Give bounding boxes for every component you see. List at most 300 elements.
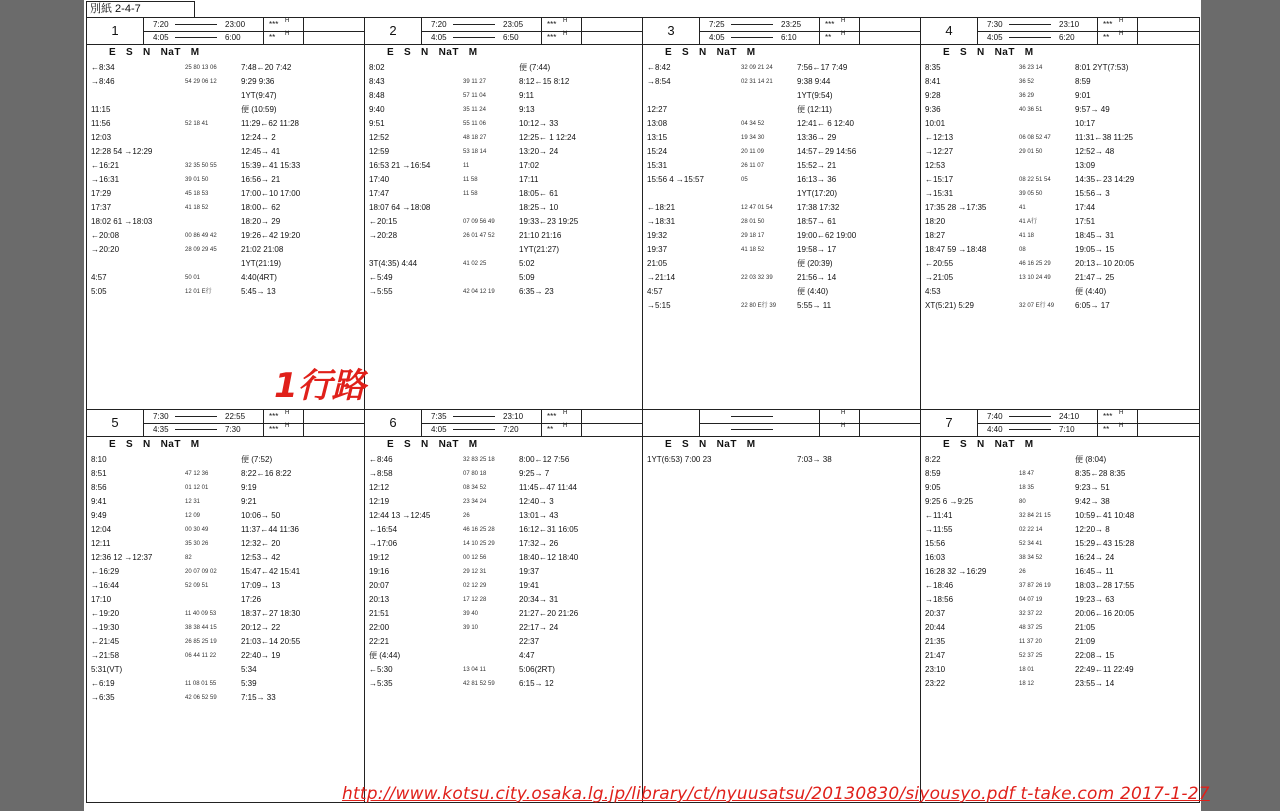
row-codes: 26 01 47 52 [463,233,495,239]
row-right: 11:31←38 11:25 [1075,133,1133,142]
timetable-row [925,622,1195,636]
row-right: 8:35←28 8:35 [1075,469,1126,478]
row-codes: 41 18 52 [741,247,765,253]
timetable-row [369,566,639,580]
row-right: 17:00←10 17:00 [241,189,301,198]
mark-suffix: H [1119,18,1124,24]
row-left: ←5:30 [369,665,393,674]
row-left: 8:56 [91,483,107,492]
row-codes: 32 84 21 15 [1019,513,1051,519]
route-label: 1行路 [274,366,366,406]
time-line [731,24,773,25]
column-header: E S N NaT M [665,47,756,58]
timetable-rows [925,62,1195,410]
timetable-row [647,104,917,118]
row-right: 1YT(9:47) [241,91,277,100]
time-line [731,416,773,417]
header-time-row [977,31,1199,44]
row-left: 21:05 [647,259,668,268]
row-right: 便 (7:52) [241,455,273,464]
divider [303,31,304,44]
row-right: 9:42→ 38 [1075,497,1110,506]
end-time: 23:10 [503,412,524,421]
row-left: 22:00 [369,623,390,632]
row-codes: 38 38 44 15 [185,625,217,631]
header-time-row [143,410,365,424]
start-time: 4:05 [709,33,725,42]
timetable-row [925,678,1195,692]
row-codes: 26 85 25 19 [185,639,217,645]
row-left: 15:31 [647,161,668,170]
row-right: 18:03←28 17:55 [1075,581,1135,590]
timetable-row [91,608,361,622]
row-right: 17:44 [1075,203,1096,212]
row-right: 8:00←12 7:56 [519,455,570,464]
row-left: 18:07 64 →18:08 [369,203,431,212]
row-left: ←6:19 [91,679,115,688]
row-left: 12:59 [369,147,390,156]
row-left: 10:01 [925,119,946,128]
row-codes: 32 83 25 18 [463,457,495,463]
row-right: 19:00←62 19:00 [797,231,857,240]
row-right: 19:33←23 19:25 [519,217,579,226]
panel-number: 7 [921,410,978,436]
row-left: 9:41 [91,497,107,506]
row-left: ←8:46 [369,455,393,464]
timetable-row [91,454,361,468]
start-time: 7:40 [987,412,1003,421]
timetable-row [91,286,361,300]
timetable-row [369,118,639,132]
row-right: 12:41← 6 12:40 [797,119,854,128]
time-line [731,429,773,430]
row-left: ←16:54 [369,525,398,534]
timetable-row [925,118,1195,132]
row-left: 18:27 [925,231,946,240]
row-codes: 39 11 27 [463,79,486,85]
row-right: 1YT(17:20) [797,189,838,198]
row-left: 8:10 [91,455,107,464]
timetable-row [369,650,639,664]
timetable-row [91,566,361,580]
row-left: 20:07 [369,581,390,590]
timetable-row [91,90,361,104]
timetable-row [647,202,917,216]
divider [819,423,820,436]
row-left: ←18:46 [925,581,954,590]
column-header: E S N NaT M [109,47,200,58]
timetable-row [369,678,639,692]
row-right: 1YT(21:27) [519,245,560,254]
column-header: E S N NaT M [387,47,478,58]
row-left: 23:10 [925,665,946,674]
header-time-row [143,423,365,436]
end-time: 7:10 [1059,425,1075,434]
row-right: 便 (4:40) [1075,287,1107,296]
row-left: ←19:20 [91,609,120,618]
timetable-row [91,678,361,692]
row-right: 21:10 21:16 [519,231,562,240]
mark: ** [547,425,554,434]
start-time: 7:20 [431,20,447,29]
row-left: 4:57 [91,273,107,282]
mark-suffix: H [563,423,568,429]
timetable-row [369,636,639,650]
timetable-row [91,230,361,244]
timetable-rows [369,454,639,802]
row-right: 12:40→ 3 [519,497,554,506]
row-left: →8:58 [369,469,393,478]
timetable-row [925,482,1195,496]
shift-panel [364,17,644,411]
row-codes: 32 07 E行 49 [1019,303,1055,309]
row-right: 10:17 [1075,119,1096,128]
end-time: 7:20 [503,425,519,434]
row-codes: 22 80 E行 39 [741,303,777,309]
row-right: 16:13→ 36 [797,175,837,184]
header-time-row [699,423,921,436]
divider [859,423,860,436]
divider [819,18,820,31]
source-url-link[interactable]: http://www.kotsu.city.osaka.lg.jp/library/ct/nyuusatsu/20130830/siyousyo.pdf t-take.com 2017-1-27 [342,784,1210,804]
row-right: 12:32← 20 [241,539,281,548]
row-codes: 42 04 12 19 [463,289,495,295]
timetable-row [925,216,1195,230]
shift-panel [642,409,922,803]
row-codes: 18 01 [1019,667,1035,673]
row-left: →19:30 [91,623,120,632]
row-right: 15:47←42 15:41 [241,567,301,576]
row-right: 23:55→ 14 [1075,679,1115,688]
timetable-row [925,510,1195,524]
start-time: 7:30 [987,20,1003,29]
row-right: 20:12→ 22 [241,623,281,632]
row-left: →8:54 [647,77,671,86]
timetable-row [369,174,639,188]
divider [859,18,860,31]
mark-suffix: H [285,410,290,416]
shift-panel [364,409,644,803]
row-left: XT(5:21) 5:29 [925,301,974,310]
row-right: 15:52→ 21 [797,161,837,170]
row-right: 18:25→ 10 [519,203,559,212]
row-left: 11:56 [91,119,111,128]
row-codes: 04 34 52 [741,121,765,127]
start-time: 7:30 [153,412,169,421]
row-left: ←16:21 [91,161,120,170]
row-codes: 41 [1019,205,1026,211]
row-left: →18:31 [647,217,676,226]
row-right: 12:25← 1 12:24 [519,133,576,142]
mark: *** [547,33,557,42]
timetable-row [91,216,361,230]
row-codes: 04 07 19 [1019,597,1043,603]
timetable-row [647,286,917,300]
timetable-row [369,454,639,468]
row-left: 12:19 [369,497,390,506]
timetable-row [91,622,361,636]
panel-header [87,18,365,45]
row-right: 17:26 [241,595,262,604]
panel-number: 5 [87,410,144,436]
timetable-row [925,580,1195,594]
timetable-row [91,258,361,272]
row-right: 便 (4:40) [797,287,829,296]
timetable-rows [647,62,917,410]
row-left: 8:48 [369,91,385,100]
row-right: 17:02 [519,161,540,170]
row-left: ←20:15 [369,217,398,226]
timetable-row [91,580,361,594]
row-left: →5:35 [369,679,393,688]
panel-number: 1 [87,18,144,44]
row-left: 9:49 [91,511,107,520]
row-right: 便 (7:44) [519,63,551,72]
row-left: →18:56 [925,595,954,604]
time-line [175,24,217,25]
row-codes: 26 [1019,569,1026,575]
row-right: 21:05 [1075,623,1096,632]
row-codes: 41 A行 [1019,219,1038,225]
row-left: 15:56 4 →15:57 [647,175,704,184]
row-codes: 00 30 49 [185,527,209,533]
timetable-row [647,146,917,160]
row-left: 4:57 [647,287,663,296]
row-left: ←18:21 [647,203,676,212]
row-codes: 06 44 11 22 [185,653,217,659]
timetable-row [91,664,361,678]
time-line [453,24,495,25]
timetable-row [91,510,361,524]
row-right: 6:15→ 12 [519,679,554,688]
row-right: 6:05→ 17 [1075,301,1110,310]
time-line [453,37,495,38]
mark: *** [825,20,835,29]
row-left: 15:24 [647,147,668,156]
time-line [731,37,773,38]
row-left: 9:25 6 →9:25 [925,497,974,506]
timetable-row [369,510,639,524]
divider [859,410,860,423]
divider [1097,423,1098,436]
timetable-rows [369,62,639,410]
row-left: 17:37 [91,203,112,212]
row-left: 19:12 [369,553,390,562]
row-left: ←11:41 [925,511,953,520]
row-left: →5:55 [369,287,393,296]
mark-suffix: H [563,31,568,37]
divider [303,423,304,436]
row-right: 12:52→ 48 [1075,147,1115,156]
row-left: →20:20 [91,245,120,254]
start-time: 4:05 [987,33,1003,42]
time-line [1009,416,1051,417]
mark: *** [269,425,279,434]
row-right: 4:47 [519,651,535,660]
row-left: ←5:49 [369,273,393,282]
mark: *** [547,20,557,29]
row-codes: 47 12 36 [185,471,209,477]
divider [859,31,860,44]
start-time: 7:35 [431,412,447,421]
row-right: 14:35←23 14:29 [1075,175,1135,184]
row-right: 8:12←15 8:12 [519,77,570,86]
row-left: 21:51 [369,609,390,618]
timetable-row [369,594,639,608]
row-right: 4:40(4RT) [241,273,277,282]
mark-suffix: H [1119,410,1124,416]
timetable-row [91,62,361,76]
row-codes: 12 31 [185,499,201,505]
end-time: 6:00 [225,33,241,42]
row-right: 11:37←44 11:36 [241,525,299,534]
row-codes: 26 [463,513,470,519]
row-right: 7:03→ 38 [797,455,832,464]
timetable-row [369,622,639,636]
timetable-row [369,258,639,272]
end-time: 23:05 [503,20,524,29]
row-codes: 48 18 27 [463,135,487,141]
divider [303,18,304,31]
end-time: 23:25 [781,20,802,29]
timetable-row [91,160,361,174]
timetable-row [925,146,1195,160]
row-codes: 39 01 50 [185,177,209,183]
header-time-row [699,18,921,32]
row-right: 20:13←10 20:05 [1075,259,1135,268]
row-right: 19:26←42 19:20 [241,231,301,240]
mark-suffix: H [563,18,568,24]
timetable-row [925,538,1195,552]
divider [581,18,582,31]
row-right: 19:23→ 63 [1075,595,1115,604]
row-left: 8:35 [925,63,941,72]
timetable-row [925,90,1195,104]
row-left: 17:40 [369,175,390,184]
row-left: 13:08 [647,119,668,128]
timetable-row [91,76,361,90]
row-right: 13:09 [1075,161,1096,170]
timetable-row [647,300,917,314]
divider [263,31,264,44]
row-right: 7:15→ 33 [241,693,276,702]
divider [1137,423,1138,436]
timetable-row [91,174,361,188]
row-right: 8:01 2YT(7:53) [1075,63,1129,72]
row-left: 17:10 [91,595,112,604]
row-codes: 02 12 29 [463,583,487,589]
row-right: 1YT(21:19) [241,259,282,268]
timetable-row [91,244,361,258]
mark-suffix: H [841,423,846,429]
row-left: 20:13 [369,595,390,604]
timetable-row [91,552,361,566]
row-right: 22:17→ 24 [519,623,559,632]
timetable-row [91,188,361,202]
row-codes: 54 29 06 12 [185,79,217,85]
header-time-row [421,410,643,424]
timetable-rows [925,454,1195,802]
panel-header [643,18,921,45]
row-right: 22:08→ 15 [1075,651,1115,660]
timetable-row [647,90,917,104]
timetable-row [91,146,361,160]
row-left: 12:03 [91,133,112,142]
start-time: 4:05 [153,33,169,42]
row-left: 11:15 [91,105,111,114]
row-codes: 18 12 [1019,681,1035,687]
divider [541,18,542,31]
row-right: 13:20→ 24 [519,147,559,156]
row-codes: 35 30 26 [185,541,209,547]
row-codes: 41 02 25 [463,261,487,267]
row-left: 20:37 [925,609,946,618]
row-left: →16:44 [91,581,120,590]
panel-header [87,410,365,437]
row-left: →8:46 [91,77,115,86]
row-right: 9:38 9:44 [797,77,831,86]
timetable-row [91,496,361,510]
mark: ** [825,33,832,42]
end-time: 7:30 [225,425,241,434]
row-left: ←21:45 [91,637,120,646]
timetable-row [91,272,361,286]
timetable-row [925,454,1195,468]
divider [303,410,304,423]
header-time-row [421,18,643,32]
row-left: ←15:17 [925,175,954,184]
timetable-row [925,664,1195,678]
start-time: 7:25 [709,20,725,29]
row-right: 16:56→ 21 [241,175,281,184]
row-codes: 29 01 50 [1019,149,1043,155]
divider [819,31,820,44]
row-left: 16:03 [925,553,946,562]
attachment-tag: 別紙 2-4-7 [86,1,195,18]
row-right: 7:56←17 7:49 [797,63,848,72]
row-right: 17:38 17:32 [797,203,840,212]
row-right: 10:06→ 50 [241,511,281,520]
row-right: 18:40←12 18:40 [519,553,579,562]
divider [581,423,582,436]
end-time: 23:10 [1059,20,1080,29]
row-codes: 05 [741,177,748,183]
start-time: 4:35 [153,425,169,434]
timetable-row [647,244,917,258]
row-right: 8:22←16 8:22 [241,469,292,478]
mark: *** [269,412,279,421]
row-right: 5:09 [519,273,535,282]
row-codes: 13 04 11 [463,667,486,673]
row-codes: 53 18 14 [463,149,487,155]
divider [1137,18,1138,31]
row-right: 10:12→ 33 [519,119,559,128]
divider [819,410,820,423]
timetable-row [925,608,1195,622]
row-right: 19:05→ 15 [1075,245,1115,254]
column-header: E S N NaT M [387,439,478,450]
row-right: 便 (20:39) [797,259,833,268]
timetable-row [647,132,917,146]
timetable-row [91,594,361,608]
timetable-row [647,62,917,76]
row-codes: 42 81 52 59 [463,681,495,687]
timetable-row [925,230,1195,244]
row-left: 8:22 [925,455,941,464]
timetable-row [369,104,639,118]
row-codes: 39 05 50 [1019,191,1043,197]
row-codes: 12 47 01 54 [741,205,773,211]
